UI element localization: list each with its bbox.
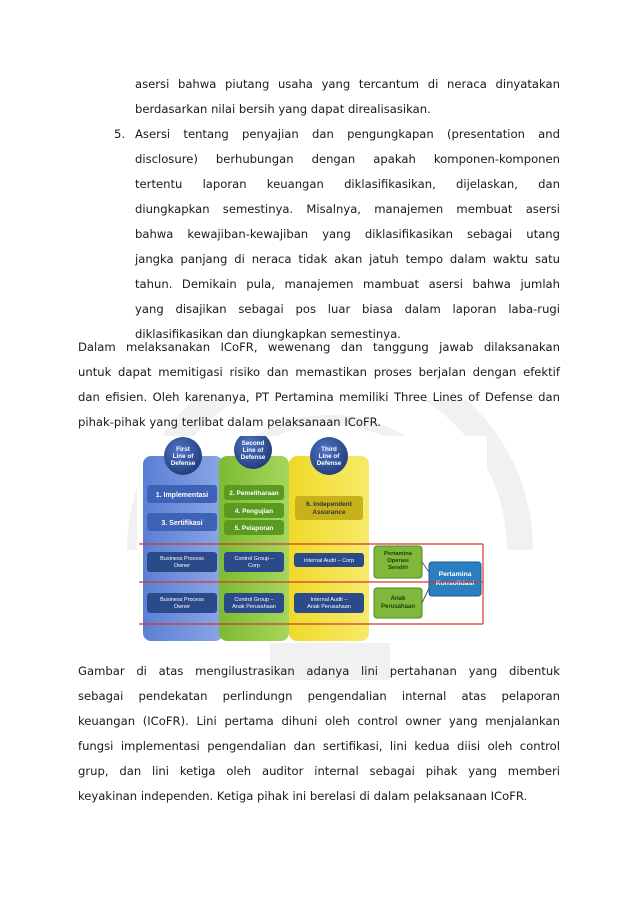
- anak-perusahaan-box: Anak Perusahaan: [380, 596, 416, 610]
- second-line-column: [219, 456, 289, 641]
- arrow-operasi-to-konsolidasi: [422, 562, 429, 572]
- internal-audit-anak-perusahaan: Internal Audit – Anak Perusahaan: [307, 597, 351, 610]
- text-line: berdasarkan nilai bersih yang dapat direalisasikan.: [135, 102, 431, 116]
- continued-paragraph: [135, 72, 560, 122]
- text-line: bahwa kewajiban-kewajiban yang diklasifikasikan sebagai utang: [135, 227, 560, 241]
- text-line: tertentu laporan keuangan diklasifikasikan, dijelaskan, dan: [135, 177, 560, 191]
- text-line: Dalam melaksanakan ICoFR, wewenang dan tanggung jawab dilaksanakan: [78, 340, 560, 354]
- pertamina-konsolidasi: Pertamina Konsolidasi: [435, 571, 475, 587]
- business-process-owner-2: Business Process Owner: [160, 597, 204, 610]
- pemeliharaan-box: 2. Pemeliharaan: [229, 490, 279, 497]
- control-group-anak-perusahaan: Control Group – Anak Perusahaan: [232, 597, 276, 610]
- text-line: yang disajikan sebagai pos luar biasa dalam laporan laba-rugi: [135, 302, 560, 316]
- second-line-label: Second Line of Defense: [240, 440, 266, 461]
- arrow-anak-to-konsolidasi: [422, 588, 429, 603]
- text-line: untuk dapat memitigasi risiko dan memastikan proses berjalan dengan efektif: [78, 365, 560, 379]
- closing-paragraph: [78, 659, 560, 809]
- pengujian-box: 4. Pengujian: [234, 508, 274, 515]
- text-line: keyakinan independen. Ketiga pihak ini berelasi di dalam pelaksanaan ICoFR.: [78, 789, 528, 803]
- list-number: 5.: [114, 127, 126, 141]
- text-line: tahun. Demikain pula, manajemen mambuat asersi bahwa jumlah: [135, 277, 560, 291]
- text-line: grup, dan lini ketiga oleh auditor internal sebagai pihak yang memberi: [78, 764, 560, 778]
- intro-paragraph: [78, 335, 560, 435]
- third-line-column: [289, 456, 369, 641]
- text-line: Gambar di atas mengilustrasikan adanya lini pertahanan yang dibentuk: [78, 664, 560, 678]
- pertamina-operasi-sendiri: Pertamina Operasi Sendiri: [383, 551, 413, 571]
- first-line-column: [143, 456, 223, 641]
- sertifikasi-box: 3. Sertifikasi: [161, 520, 203, 527]
- implementasi-box: 1. Implementasi: [155, 492, 209, 499]
- text-line: fungsi implementasi pengendalian dan sertifikasi, lini kedua diisi oleh control: [78, 739, 560, 753]
- third-line-label: Third Line of Defense: [316, 446, 342, 467]
- text-line: keuangan (ICoFR). Lini pertama dihuni oleh control owner yang menjalankan: [78, 714, 560, 728]
- text-line: pihak-pihak yang terlibat dalam pelaksanaan ICoFR.: [78, 415, 381, 429]
- business-process-owner-1: Business Process Owner: [160, 556, 204, 569]
- independent-assurance-box: 6. Independent Assurance: [306, 501, 352, 516]
- text-line: dan efisien. Oleh karenanya, PT Pertamina memiliki Three Lines of Defense dan: [78, 390, 560, 404]
- text-line: sebagai pendekatan perlindungn pengendalian internal atas pelaporan: [78, 689, 560, 703]
- text-line: diungkapkan semestinya. Misalnya, manajemen membuat asersi: [135, 202, 560, 216]
- text-line: jangka panjang di neraca tidak akan jatuh tempo dalam waktu satu: [135, 252, 560, 266]
- internal-audit-corp: Internal Audit – Corp: [303, 558, 355, 564]
- text-line: asersi bahwa piutang usaha yang tercantum di neraca dinyatakan: [135, 77, 560, 91]
- first-line-label: First Line of Defense: [170, 446, 196, 467]
- text-line: Asersi tentang penyajian dan pengungkapan (presentation and: [135, 127, 560, 141]
- three-lines-of-defense-diagram: [137, 436, 487, 643]
- pelaporan-box: 5. Pelaporan: [234, 525, 274, 532]
- text-line: disclosure) berhubungan dengan apakah komponen-komponen: [135, 152, 560, 166]
- control-group-corp: Control Group – Corp: [234, 556, 274, 569]
- list-item-5: [135, 122, 560, 347]
- text-line: diklasifikasikan dan diungkapkan semestinya.: [135, 327, 401, 341]
